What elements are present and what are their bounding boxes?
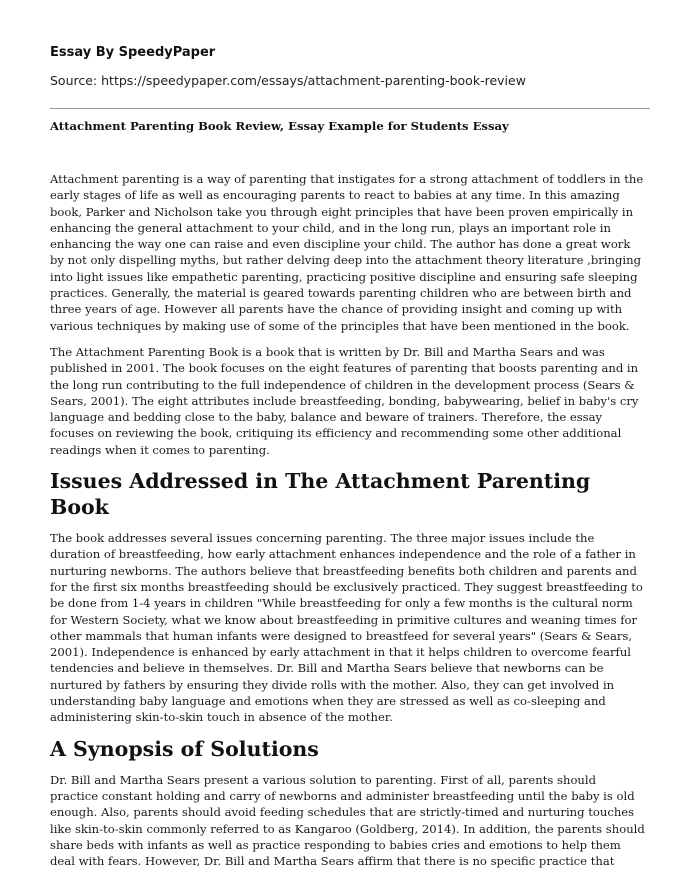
text-line: nurturing newborns. The authors believe that breastfeeding benefits both children and parents and	[50, 563, 637, 578]
text-line: like skin-to-skin commonly referred to as Kangaroo (Goldberg, 2014). In addition, the parents should	[50, 821, 645, 836]
section-heading-issues: Issues Addressed in The Attachment Parenting Book	[50, 469, 591, 520]
text-line: tendencies and believe in themselves. Dr. Bill and Martha Sears believe that newborns can be	[50, 661, 604, 676]
text-line: be done from 1-4 years in children "While breastfeeding for only a few months is the cultural norm	[50, 596, 633, 611]
text-line: practices. Generally, the material is geared towards parenting children who are between birth and	[50, 286, 632, 301]
text-line: readings when it comes to parenting.	[50, 442, 270, 457]
paragraph-issues	[50, 530, 656, 726]
paragraph-book-overview	[50, 344, 656, 458]
text-line: understanding baby language and emotions when they are stressed as well as co-sleeping and	[50, 694, 606, 709]
text-line: 2001). Independence is enhanced by early attachment in that it helps children to overcome fearful	[50, 645, 632, 660]
text-line: book, Parker and Nicholson take you through eight principles that have been proven empirically in	[50, 204, 634, 219]
text-line: Attachment parenting is a way of parenting that instigates for a strong attachment of toddlers in the	[50, 172, 644, 186]
essay-body	[50, 171, 656, 879]
text-line: the long run contributing to the full independence of children in the development process (Sears &	[50, 377, 635, 392]
text-line: various techniques by making use of some of the principles that have been mentioned in the book.	[50, 318, 630, 333]
source-link[interactable]: Source: https://speedypaper.com/essays/attachment-parenting-book-review	[50, 73, 526, 88]
text-line: Dr. Bill and Martha Sears present a various solution to parenting. First of all, parents should	[50, 772, 597, 787]
divider	[50, 108, 650, 109]
paragraph-solutions	[50, 772, 656, 870]
text-line: by not only dispelling myths, but rather delving deep into the attachment theory literature ,bringing	[50, 253, 641, 268]
text-line: language and bedding close to the baby, balance and beware of trainers. Therefore, the essay	[50, 410, 603, 425]
text-line: nurtured by fathers by ensuring they divide rolls with the mother. Also, they can get involved in	[50, 677, 615, 692]
text-line: enhancing the way one can raise and even discipline your child. The author has done a great work	[50, 237, 631, 252]
text-line: administering skin-to-skin touch in absence of the mother.	[50, 710, 393, 725]
text-line: into light issues like empathetic parenting, practicing positive discipline and ensuring safe sleeping	[50, 269, 638, 284]
text-line: share beds with infants as well as practice responding to babies cries and emotions to help them	[50, 837, 621, 852]
text-line: The Attachment Parenting Book is a book that is written by Dr. Bill and Martha Sears and was	[50, 344, 605, 359]
text-line: focuses on reviewing the book, critiquing its efficiency and recommending some other additional	[50, 426, 622, 441]
text-line: enhancing the general attachment to your child, and in the long run, plays an important role in	[50, 220, 611, 235]
text-line: published in 2001. The book focuses on the eight features of parenting that boosts parenting and in	[50, 361, 639, 376]
brand-title: Essay By SpeedyPaper	[50, 45, 216, 60]
text-line: three years of age. However all parents have the chance of providing insight and coming up with	[50, 302, 623, 317]
text-line: enough. Also, parents should avoid feeding schedules that are strictly-timed and nurturing touches	[50, 805, 635, 820]
text-line: duration of breastfeeding, how early attachment enhances independence and the role of a father in	[50, 547, 636, 562]
text-line: early stages of life as well as encouraging parents to react to babies at any time. In this amazing	[50, 188, 620, 203]
text-line: other mammals that human infants were designed to breastfeed for several years" (Sears & Sears,	[50, 628, 633, 643]
section-heading-solutions: A Synopsis of Solutions	[50, 736, 319, 761]
document-title: Attachment Parenting Book Review, Essay Example for Students Essay	[50, 119, 509, 133]
text-line: for Western Society, what we know about breastfeeding in primitive cultures and weaning times for	[50, 612, 638, 627]
text-line: deal with fears. However, Dr. Bill and Martha Sears affirm that there is no specific practice that	[50, 854, 615, 869]
text-line: Sears, 2001). The eight attributes include breastfeeding, bonding, babywearing, belief in baby's cry	[50, 393, 639, 408]
text-line: for the first six months breastfeeding should be exclusively practiced. They suggest breastfeeding to	[50, 579, 643, 594]
text-line: The book addresses several issues concerning parenting. The three major issues include the	[50, 531, 595, 546]
text-line: practice constant holding and carry of newborns and administer breastfeeding until the baby is old	[50, 788, 635, 803]
paragraph-intro	[50, 171, 656, 334]
